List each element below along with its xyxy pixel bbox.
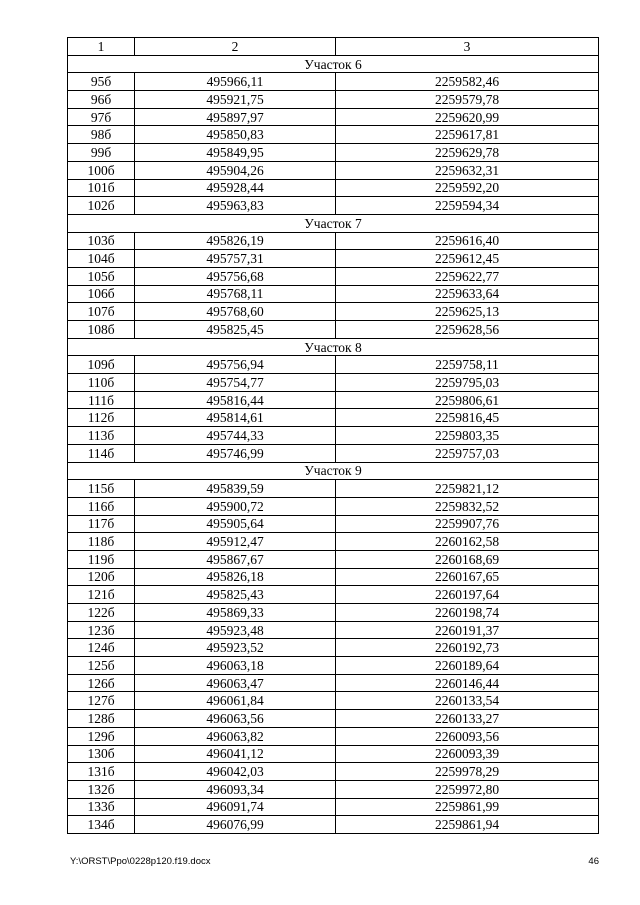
x-coordinate-cell: 495897,97 [135,108,336,126]
y-coordinate-cell: 2260198,74 [336,604,599,622]
point-id-cell: 126б [68,674,135,692]
y-coordinate-cell: 2259806,61 [336,391,599,409]
y-coordinate-cell: 2260168,69 [336,550,599,568]
point-id-cell: 122б [68,604,135,622]
table-row [68,674,599,692]
table-row [68,391,599,409]
table-row [68,250,599,268]
y-coordinate-cell: 2259592,20 [336,179,599,197]
table-row [68,144,599,162]
point-id-cell: 110б [68,374,135,392]
x-coordinate-cell: 495757,31 [135,250,336,268]
x-coordinate-cell: 495904,26 [135,161,336,179]
x-coordinate-cell: 496093,34 [135,780,336,798]
table-row [68,409,599,427]
point-id-cell: 112б [68,409,135,427]
y-coordinate-cell: 2259594,34 [336,197,599,215]
section-title: Участок 9 [68,462,599,480]
y-coordinate-cell: 2260189,64 [336,657,599,675]
x-coordinate-cell: 495963,83 [135,197,336,215]
point-id-cell: 116б [68,497,135,515]
y-coordinate-cell: 2260146,44 [336,674,599,692]
x-coordinate-cell: 495746,99 [135,444,336,462]
section-title: Участок 6 [68,55,599,73]
y-coordinate-cell: 2259629,78 [336,144,599,162]
y-coordinate-cell: 2259757,03 [336,444,599,462]
table-row [68,604,599,622]
table-row [68,621,599,639]
table-row [68,321,599,339]
y-coordinate-cell: 2259612,45 [336,250,599,268]
x-coordinate-cell: 495928,44 [135,179,336,197]
point-id-cell: 101б [68,179,135,197]
x-coordinate-cell: 495923,48 [135,621,336,639]
point-id-cell: 97б [68,108,135,126]
x-coordinate-cell: 495756,94 [135,356,336,374]
x-coordinate-cell: 495814,61 [135,409,336,427]
x-coordinate-cell: 495826,18 [135,568,336,586]
point-id-cell: 129б [68,727,135,745]
x-coordinate-cell: 495768,11 [135,285,336,303]
y-coordinate-cell: 2260162,58 [336,533,599,551]
y-coordinate-cell: 2259972,80 [336,780,599,798]
x-coordinate-cell: 495869,33 [135,604,336,622]
section-row [68,214,599,232]
point-id-cell: 133б [68,798,135,816]
x-coordinate-cell: 496061,84 [135,692,336,710]
y-coordinate-cell: 2259758,11 [336,356,599,374]
y-coordinate-cell: 2259803,35 [336,427,599,445]
table-row [68,816,599,834]
point-id-cell: 132б [68,780,135,798]
table-row [68,657,599,675]
y-coordinate-cell: 2259978,29 [336,763,599,781]
table-row [68,480,599,498]
point-id-cell: 127б [68,692,135,710]
table-row [68,639,599,657]
point-id-cell: 104б [68,250,135,268]
y-coordinate-cell: 2259620,99 [336,108,599,126]
section-row [68,338,599,356]
x-coordinate-cell: 495905,64 [135,515,336,533]
y-coordinate-cell: 2260192,73 [336,639,599,657]
point-id-cell: 117б [68,515,135,533]
point-id-cell: 131б [68,763,135,781]
table-row [68,374,599,392]
coordinates-table-body [68,38,599,834]
point-id-cell: 120б [68,568,135,586]
point-id-cell: 95б [68,73,135,91]
x-coordinate-cell: 495921,75 [135,91,336,109]
y-coordinate-cell: 2260133,27 [336,710,599,728]
table-header-row [68,38,599,56]
x-coordinate-cell: 495900,72 [135,497,336,515]
y-coordinate-cell: 2259628,56 [336,321,599,339]
table-row [68,91,599,109]
point-id-cell: 124б [68,639,135,657]
table-row [68,533,599,551]
header-cell-3: 3 [336,38,599,56]
table-row [68,285,599,303]
section-row [68,55,599,73]
table-row [68,763,599,781]
table-row [68,108,599,126]
table-row [68,356,599,374]
table-row [68,586,599,604]
point-id-cell: 99б [68,144,135,162]
point-id-cell: 118б [68,533,135,551]
y-coordinate-cell: 2259579,78 [336,91,599,109]
footer-file-path: Y:\ORST\Ppo\0228p120.f19.docx [70,856,211,867]
table-row [68,798,599,816]
table-row [68,515,599,533]
point-id-cell: 115б [68,480,135,498]
y-coordinate-cell: 2260093,39 [336,745,599,763]
table-row [68,497,599,515]
table-row [68,126,599,144]
table-row [68,568,599,586]
point-id-cell: 107б [68,303,135,321]
y-coordinate-cell: 2259622,77 [336,267,599,285]
header-cell-2: 2 [135,38,336,56]
y-coordinate-cell: 2260133,54 [336,692,599,710]
table-row [68,197,599,215]
x-coordinate-cell: 495839,59 [135,480,336,498]
x-coordinate-cell: 496063,47 [135,674,336,692]
table-row [68,303,599,321]
y-coordinate-cell: 2259616,40 [336,232,599,250]
table-row [68,745,599,763]
x-coordinate-cell: 496063,82 [135,727,336,745]
point-id-cell: 100б [68,161,135,179]
x-coordinate-cell: 496041,12 [135,745,336,763]
point-id-cell: 106б [68,285,135,303]
x-coordinate-cell: 496091,74 [135,798,336,816]
point-id-cell: 123б [68,621,135,639]
y-coordinate-cell: 2259816,45 [336,409,599,427]
point-id-cell: 113б [68,427,135,445]
x-coordinate-cell: 496063,18 [135,657,336,675]
point-id-cell: 114б [68,444,135,462]
x-coordinate-cell: 495744,33 [135,427,336,445]
x-coordinate-cell: 495825,43 [135,586,336,604]
point-id-cell: 103б [68,232,135,250]
y-coordinate-cell: 2259795,03 [336,374,599,392]
section-title: Участок 8 [68,338,599,356]
point-id-cell: 128б [68,710,135,728]
point-id-cell: 108б [68,321,135,339]
y-coordinate-cell: 2259582,46 [336,73,599,91]
table-row [68,267,599,285]
y-coordinate-cell: 2259632,31 [336,161,599,179]
table-row [68,710,599,728]
point-id-cell: 121б [68,586,135,604]
footer-page-number: 46 [588,856,599,867]
y-coordinate-cell: 2260197,64 [336,586,599,604]
table-row [68,550,599,568]
point-id-cell: 134б [68,816,135,834]
x-coordinate-cell: 495826,19 [135,232,336,250]
point-id-cell: 102б [68,197,135,215]
table-row [68,232,599,250]
x-coordinate-cell: 496042,03 [135,763,336,781]
x-coordinate-cell: 495923,52 [135,639,336,657]
x-coordinate-cell: 495867,67 [135,550,336,568]
x-coordinate-cell: 496076,99 [135,816,336,834]
y-coordinate-cell: 2259821,12 [336,480,599,498]
table-row [68,179,599,197]
point-id-cell: 111б [68,391,135,409]
point-id-cell: 119б [68,550,135,568]
table-row [68,444,599,462]
table-row [68,161,599,179]
point-id-cell: 109б [68,356,135,374]
point-id-cell: 130б [68,745,135,763]
table-row [68,780,599,798]
x-coordinate-cell: 495825,45 [135,321,336,339]
table-row [68,73,599,91]
y-coordinate-cell: 2260191,37 [336,621,599,639]
x-coordinate-cell: 495756,68 [135,267,336,285]
y-coordinate-cell: 2259617,81 [336,126,599,144]
point-id-cell: 98б [68,126,135,144]
x-coordinate-cell: 496063,56 [135,710,336,728]
y-coordinate-cell: 2260093,56 [336,727,599,745]
section-title: Участок 7 [68,214,599,232]
section-row [68,462,599,480]
table-row [68,427,599,445]
y-coordinate-cell: 2259907,76 [336,515,599,533]
y-coordinate-cell: 2260167,65 [336,568,599,586]
x-coordinate-cell: 495850,83 [135,126,336,144]
y-coordinate-cell: 2259861,94 [336,816,599,834]
x-coordinate-cell: 495768,60 [135,303,336,321]
x-coordinate-cell: 495849,95 [135,144,336,162]
x-coordinate-cell: 495754,77 [135,374,336,392]
table-row [68,692,599,710]
x-coordinate-cell: 495912,47 [135,533,336,551]
y-coordinate-cell: 2259633,64 [336,285,599,303]
y-coordinate-cell: 2259625,13 [336,303,599,321]
table-row [68,727,599,745]
header-cell-1: 1 [68,38,135,56]
point-id-cell: 96б [68,91,135,109]
coordinates-table [67,37,599,834]
y-coordinate-cell: 2259861,99 [336,798,599,816]
point-id-cell: 125б [68,657,135,675]
y-coordinate-cell: 2259832,52 [336,497,599,515]
x-coordinate-cell: 495966,11 [135,73,336,91]
x-coordinate-cell: 495816,44 [135,391,336,409]
point-id-cell: 105б [68,267,135,285]
